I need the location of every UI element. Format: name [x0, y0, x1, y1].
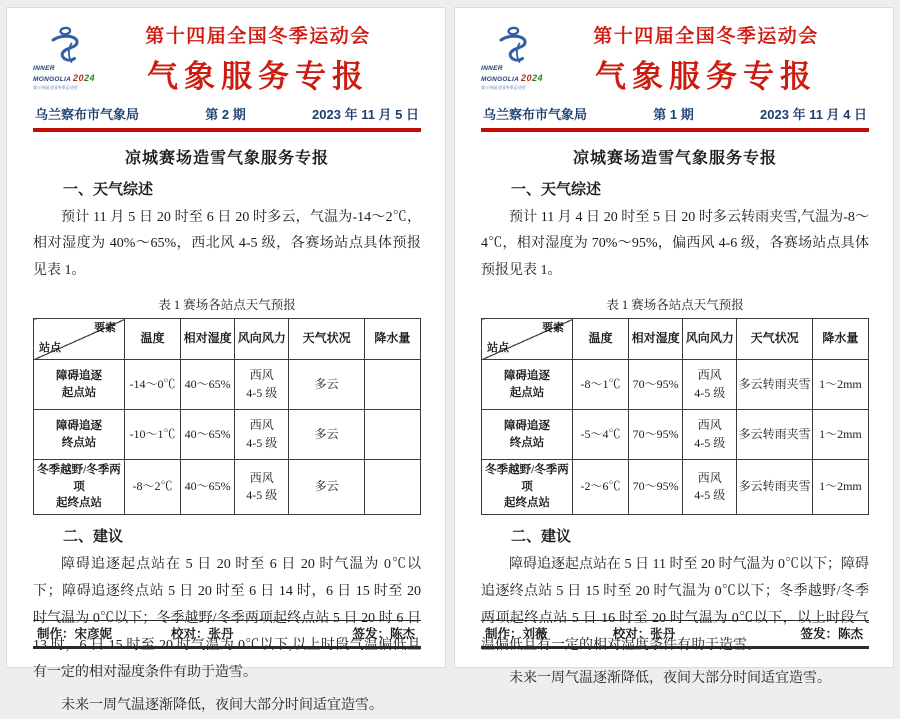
- logo-wordmark: INNER MONGOLIA 2024: [33, 65, 96, 84]
- corner-label-element: 要素: [93, 322, 116, 335]
- masthead-titles: [569, 21, 869, 96]
- temperature-cell: -8～2℃: [124, 460, 180, 515]
- col-header-humidity: 相对湿度: [629, 319, 683, 360]
- station-cell: 冬季越野/冬季两项 起终点站: [482, 460, 573, 515]
- document-title: 凉城赛场造雪气象服务专报: [124, 149, 329, 167]
- agency-name: 乌兰察布市气象局: [35, 107, 140, 122]
- issue-date: 2023 年 11 月 4 日: [760, 107, 867, 122]
- agency-name: 乌兰察布市气象局: [483, 107, 588, 122]
- masthead: [33, 20, 421, 96]
- station-cell: 障碍追逐 终点站: [482, 410, 573, 460]
- advice-paragraph: 障碍追逐起点站在 5 日 11 时至 20 时气温为 0℃以下；障碍追逐终点站 5 日 15 时至 20 时气温为 0℃以下；冬季越野/冬季两项起终点站 5 日 16 时至 20 时气温为 0℃以下，以上时段气温偏低且有一定的相对湿度条件有助于造雪。: [481, 557, 869, 653]
- outlook-paragraph: 未来一周气温逐渐降低，夜间大部分时间适宜造雪。: [61, 697, 383, 713]
- wind-cell: 西风 4-5 级: [683, 410, 737, 460]
- forecast-table: [481, 318, 869, 515]
- section-advice-heading: 二、建议: [511, 528, 572, 546]
- col-header-precipitation: 降水量: [812, 319, 868, 360]
- snow-calligraphy-icon: [495, 25, 533, 65]
- table-header-row: [34, 319, 421, 360]
- humidity-cell: 70～95%: [629, 410, 683, 460]
- precipitation-cell: 1～2mm: [812, 460, 868, 515]
- weather-cell: 多云转雨夹雪: [737, 410, 812, 460]
- issue-date: 2023 年 11 月 5 日: [312, 107, 419, 122]
- logo-subtext: 第十四届全国冬季运动会: [33, 85, 78, 91]
- issue-number: 第 1 期: [653, 107, 694, 122]
- weather-cell: 多云转雨夹雪: [737, 460, 812, 515]
- issue-info-row: [481, 104, 869, 123]
- corner-header-cell: [34, 319, 125, 360]
- col-header-humidity: 相对湿度: [181, 319, 235, 360]
- corner-header-cell: [482, 319, 573, 360]
- precipitation-cell: 1～2mm: [812, 410, 868, 460]
- corner-label-station: 站点: [487, 342, 509, 355]
- page-footer: [481, 620, 869, 649]
- logo-year: 2024: [521, 73, 544, 84]
- event-title: 第十四届全国冬季运动会: [145, 25, 371, 47]
- masthead-titles: [121, 21, 421, 96]
- forecast-table: [33, 318, 421, 515]
- station-cell: 障碍追逐 终点站: [34, 410, 125, 460]
- temperature-cell: -5～4℃: [572, 410, 628, 460]
- wind-cell: 西风 4-5 级: [235, 360, 289, 410]
- table-row: [482, 410, 869, 460]
- credits-row: [33, 620, 421, 649]
- precipitation-cell: [364, 410, 420, 460]
- section-weather-summary-heading: 一、天气综述: [511, 180, 602, 198]
- humidity-cell: 40～65%: [181, 460, 235, 515]
- snow-calligraphy-icon: [47, 25, 85, 65]
- weather-cell: 多云: [289, 410, 364, 460]
- issue-info-row: [33, 104, 421, 123]
- logo-year: 2024: [73, 73, 96, 84]
- station-cell: 障碍追逐 起点站: [34, 360, 125, 410]
- temperature-cell: -10～1℃: [124, 410, 180, 460]
- weather-cell: 多云: [289, 360, 364, 410]
- page-footer: [33, 620, 421, 649]
- col-header-precipitation: 降水量: [364, 319, 420, 360]
- table-row: [482, 360, 869, 410]
- maker-credit: 制作：宋彦妮: [37, 627, 113, 641]
- signer-credit: 签发：陈杰: [352, 627, 415, 641]
- temperature-cell: -8～1℃: [572, 360, 628, 410]
- table-row: [34, 360, 421, 410]
- col-header-temperature: 温度: [572, 319, 628, 360]
- humidity-cell: 70～95%: [629, 460, 683, 515]
- humidity-cell: 40～65%: [181, 360, 235, 410]
- weather-summary-paragraph: 预计 11 月 5 日 20 时至 6 日 20 时多云，气温为-14～2℃，相对湿度为 40%～65%，西北风 4-5 级，各赛场站点具体预报见表 1。: [33, 209, 421, 279]
- table-row: [34, 460, 421, 515]
- section-advice-heading: 二、建议: [63, 528, 124, 546]
- proofreader-credit: 校对：张丹: [612, 627, 676, 641]
- issue-number: 第 2 期: [205, 107, 246, 122]
- bulletin-page-issue-1: [454, 7, 894, 686]
- bulletin-title: 气象服务专报: [147, 58, 369, 94]
- humidity-cell: 40～65%: [181, 410, 235, 460]
- col-header-weather: 天气状况: [737, 319, 812, 360]
- wind-cell: 西风 4-5 级: [683, 360, 737, 410]
- weather-cell: 多云: [289, 460, 364, 515]
- table-header-row: [482, 319, 869, 360]
- red-divider-rule: [481, 128, 869, 132]
- outlook-paragraph: 未来一周气温逐渐降低，夜间大部分时间适宜造雪。: [509, 670, 831, 686]
- table-caption: 表 1 赛场各站点天气预报: [606, 298, 744, 313]
- document-title: 凉城赛场造雪气象服务专报: [572, 149, 777, 167]
- games-logo: [33, 25, 121, 91]
- col-header-wind: 风向风力: [235, 319, 289, 360]
- col-header-temperature: 温度: [124, 319, 180, 360]
- weather-cell: 多云转雨夹雪: [737, 360, 812, 410]
- wind-cell: 西风 4-5 级: [235, 410, 289, 460]
- wind-cell: 西风 4-5 级: [683, 460, 737, 515]
- temperature-cell: -2～6℃: [572, 460, 628, 515]
- event-title: 第十四届全国冬季运动会: [593, 25, 819, 47]
- proofreader-credit: 校对：张丹: [170, 627, 234, 641]
- precipitation-cell: [364, 360, 420, 410]
- games-logo: [481, 25, 569, 91]
- weather-summary-paragraph: 预计 11 月 4 日 20 时至 5 日 20 时多云转雨夹雪,气温为-8～4℃，相对湿度为 70%～95%，偏西风 4-6 级，各赛场站点具体预报见表 1。: [481, 209, 869, 279]
- precipitation-cell: [364, 460, 420, 515]
- signer-credit: 签发：陈杰: [800, 627, 863, 641]
- humidity-cell: 70～95%: [629, 360, 683, 410]
- col-header-weather: 天气状况: [289, 319, 364, 360]
- corner-label-station: 站点: [39, 342, 61, 355]
- temperature-cell: -14～0℃: [124, 360, 180, 410]
- table-row: [34, 410, 421, 460]
- table-row: [482, 460, 869, 515]
- advice-paragraph: 障碍追逐起点站在 5 日 20 时至 6 日 20 时气温为 0℃以下；障碍追逐终点站 5 日 20 时至 6 日 14 时，6 日 15 时至 20 时气温为 0℃以下；冬季越野/冬季两项起终点站 5 日 20 时 6 日 13 时，6 日 15 时至 20 时气温为 0℃以下,以上时段气温偏低且有一定的相对湿度条件有助于造雪。: [33, 557, 421, 680]
- section-weather-summary-heading: 一、天气综述: [63, 180, 154, 198]
- bulletin-page-issue-2: [6, 7, 446, 713]
- maker-credit: 制作：刘薇: [485, 627, 548, 641]
- wind-cell: 西风 4-5 级: [235, 460, 289, 515]
- station-cell: 障碍追逐 起点站: [482, 360, 573, 410]
- table-caption: 表 1 赛场各站点天气预报: [158, 298, 296, 313]
- precipitation-cell: 1～2mm: [812, 360, 868, 410]
- logo-subtext: 第十四届全国冬季运动会: [481, 85, 526, 91]
- bulletin-title: 气象服务专报: [595, 58, 817, 94]
- credits-row: [481, 620, 869, 649]
- red-divider-rule: [33, 128, 421, 132]
- station-cell: 冬季越野/冬季两项 起终点站: [34, 460, 125, 515]
- col-header-wind: 风向风力: [683, 319, 737, 360]
- logo-wordmark: INNER MONGOLIA 2024: [481, 65, 544, 84]
- masthead: [481, 20, 869, 96]
- corner-label-element: 要素: [541, 322, 564, 335]
